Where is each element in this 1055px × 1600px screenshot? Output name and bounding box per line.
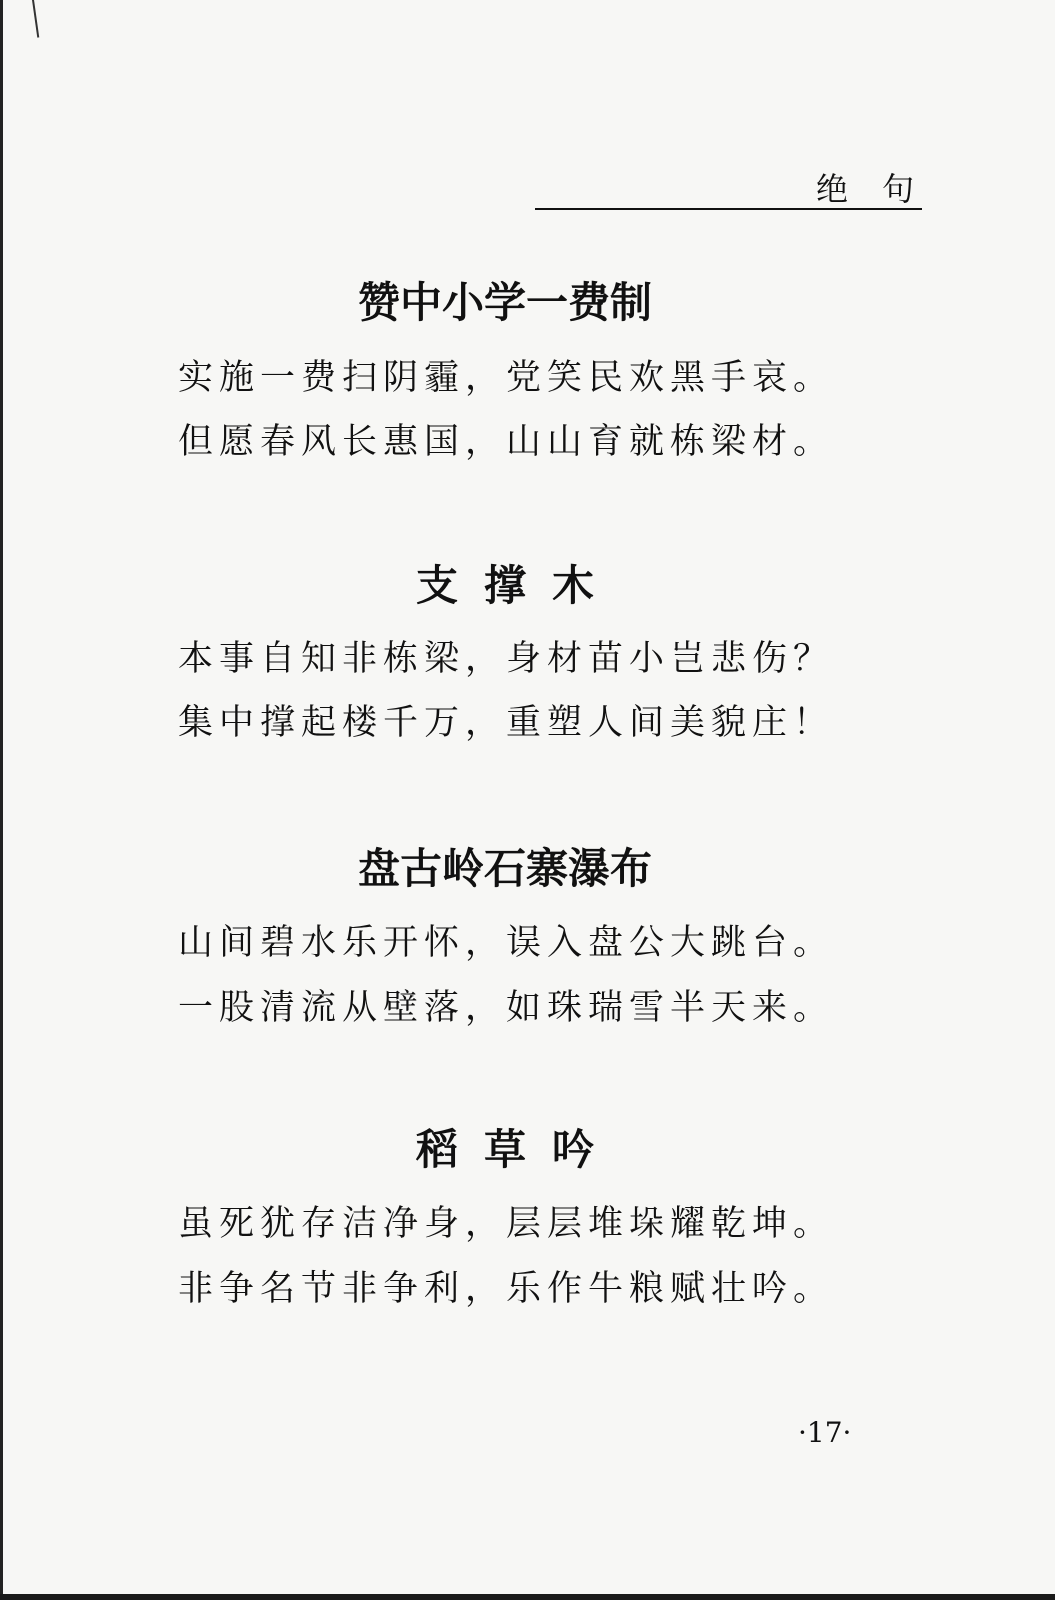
page-left-edge [0,0,3,1600]
poem-line: 山间碧水乐开怀，误入盘公大跳台。 [178,923,835,963]
poem-line: 本事自知非栋梁，身材苗小岂悲伤？ [178,639,835,679]
page-bottom-edge [0,1594,1055,1600]
poem-line: 集中撑起楼千万，重塑人间美貌庄！ [178,703,835,743]
poem-line: 非争名节非争利，乐作牛粮赋壮吟。 [178,1269,835,1309]
running-head-text: 绝句 [815,170,948,208]
poem-line: 实施一费扫阴霾，党笑民欢黑手哀。 [178,358,835,398]
page-number: ·17· [798,1416,852,1449]
poem-line: 但愿春风长惠国，山山育就栋梁材。 [178,422,835,462]
poem-title: 支撑木 [415,561,620,610]
poem-title: 盘古岭石寨瀑布 [357,844,652,893]
poem-title: 稻草吟 [415,1125,620,1174]
running-head [535,160,948,210]
poem-line: 虽死犹存洁净身，层层堆垛耀乾坤。 [178,1204,835,1244]
poem-title: 赞中小学一费制 [357,278,652,327]
poem-line: 一股清流从壁落，如珠瑞雪半天来。 [178,988,835,1028]
scan-mark [32,0,39,38]
